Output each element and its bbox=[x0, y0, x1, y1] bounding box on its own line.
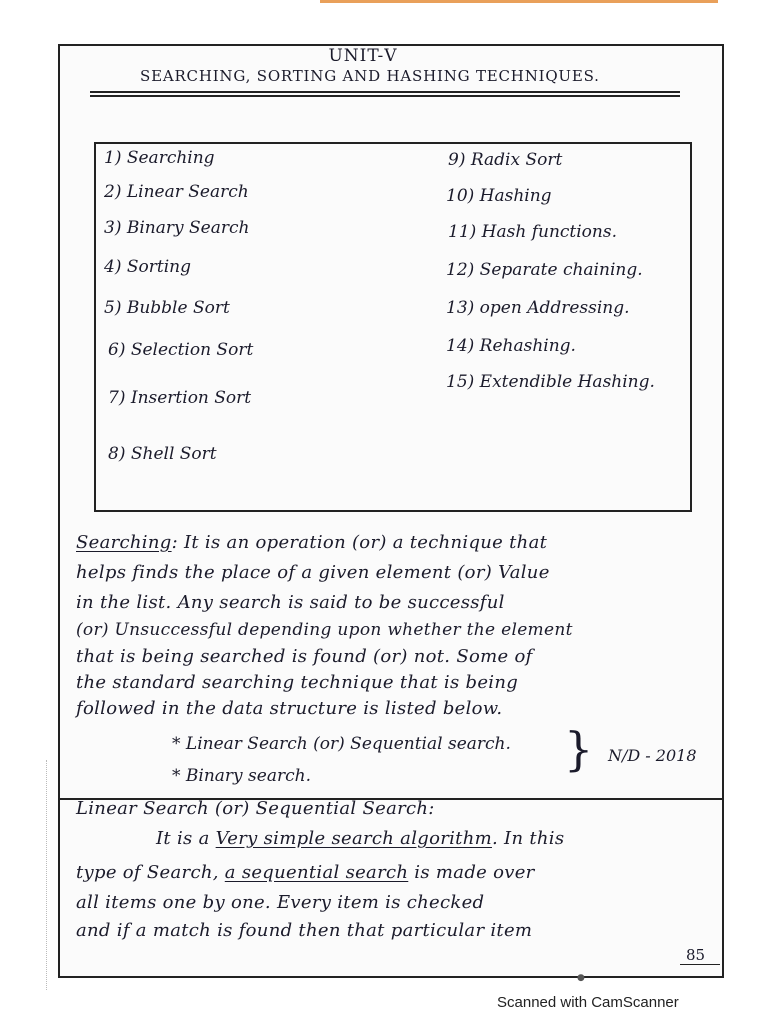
section-heading: Linear Search (or) Sequential Search: bbox=[76, 798, 435, 819]
ink-mark: ● bbox=[577, 973, 585, 983]
toc-item: 13) open Addressing. bbox=[446, 298, 630, 318]
linear-paragraph-line bbox=[76, 862, 535, 883]
toc-item: 4) Sorting bbox=[104, 257, 191, 277]
page-number-underline bbox=[680, 964, 720, 965]
searching-paragraph-line: that is being searched is found (or) not. Some of bbox=[76, 646, 533, 667]
scanner-watermark: Scanned with CamScanner bbox=[497, 994, 679, 1011]
notebook-page bbox=[58, 44, 724, 978]
title-underline-2 bbox=[90, 95, 680, 97]
underlined-phrase: a sequential search bbox=[224, 862, 409, 883]
toc-item: 7) Insertion Sort bbox=[108, 388, 252, 408]
linear-paragraph-line: all items one by one. Every item is checked bbox=[76, 892, 485, 913]
linear-paragraph-line bbox=[156, 828, 564, 849]
searching-paragraph-line: helps finds the place of a given element (or) Value bbox=[76, 562, 550, 583]
text-span: It is a bbox=[156, 828, 216, 849]
linear-paragraph-line: and if a match is found then that particular item bbox=[76, 920, 533, 941]
searching-line-text: : It is an operation (or) a technique that bbox=[171, 532, 548, 553]
searching-paragraph-line: in the list. Any search is said to be successful bbox=[76, 592, 505, 613]
underlined-phrase: Very simple search algorithm bbox=[215, 828, 492, 849]
page-number: 85 bbox=[686, 946, 706, 964]
toc-item: 14) Rehashing. bbox=[446, 336, 576, 356]
page-title: SEARCHING, SORTING AND HASHING TECHNIQUES. bbox=[140, 67, 600, 85]
margin-guide bbox=[46, 760, 53, 990]
text-span: type of Search, bbox=[76, 862, 225, 883]
topics-box bbox=[94, 142, 692, 512]
toc-item: 6) Selection Sort bbox=[108, 340, 254, 360]
searching-paragraph-line: the standard searching technique that is being bbox=[76, 672, 519, 693]
bullet-item: * Linear Search (or) Sequential search. bbox=[172, 734, 511, 754]
toc-item: 15) Extendible Hashing. bbox=[446, 372, 655, 392]
toc-item: 2) Linear Search bbox=[104, 182, 249, 202]
toc-item: 1) Searching bbox=[104, 148, 215, 168]
top-color-strip bbox=[320, 0, 718, 3]
text-span: is made over bbox=[408, 862, 535, 883]
toc-item: 3) Binary Search bbox=[104, 218, 250, 238]
toc-item: 8) Shell Sort bbox=[108, 444, 217, 464]
text-span: . In this bbox=[491, 828, 565, 849]
bullet-item: * Binary search. bbox=[172, 766, 311, 786]
searching-paragraph-line bbox=[76, 532, 547, 553]
toc-item: 11) Hash functions. bbox=[448, 222, 617, 242]
curly-brace: } bbox=[564, 722, 594, 776]
searching-term: Searching bbox=[76, 532, 172, 553]
toc-item: 10) Hashing bbox=[446, 186, 552, 206]
toc-item: 9) Radix Sort bbox=[448, 150, 563, 170]
toc-item: 5) Bubble Sort bbox=[104, 298, 230, 318]
unit-heading: UNIT-Ⅴ bbox=[328, 46, 398, 66]
searching-paragraph-line: followed in the data structure is listed below. bbox=[76, 698, 503, 719]
exam-reference: N/D - 2018 bbox=[608, 746, 697, 765]
title-underline bbox=[90, 91, 680, 93]
searching-paragraph-line: (or) Unsuccessful depending upon whether the element bbox=[76, 620, 573, 640]
toc-item: 12) Separate chaining. bbox=[446, 260, 643, 280]
